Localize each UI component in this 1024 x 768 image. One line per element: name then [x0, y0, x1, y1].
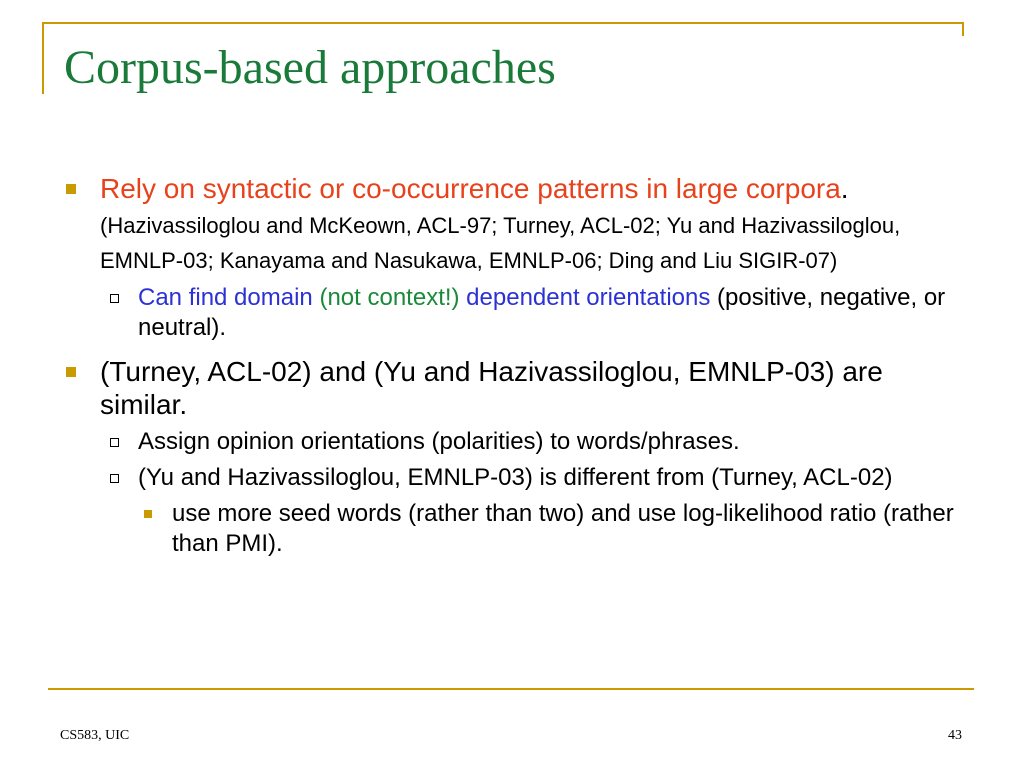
- bullet-2-sub-2-text: (Yu and Hazivassiloglou, EMNLP-03) is different from (Turney, ACL-02): [138, 464, 893, 491]
- frame-corner-tick: [962, 22, 964, 36]
- bullet-1-period: .: [840, 173, 849, 204]
- bullet-2-sub-1-text: Assign opinion orientations (polarities) to words/phrases.: [138, 428, 740, 455]
- slide-title: Corpus-based approaches: [64, 41, 556, 94]
- bullet-2-text: (Turney, ACL-02) and (Yu and Hazivassiloglou, EMNLP-03) are similar.: [100, 356, 883, 420]
- small-square-bullet-icon: [144, 510, 152, 518]
- footer-course: CS583, UIC: [60, 728, 130, 743]
- bullet-2-sub-1: [60, 427, 970, 457]
- bullet-2-sub-2: [60, 463, 970, 493]
- hollow-square-bullet-icon: [110, 294, 119, 303]
- bullet-square-icon: [66, 367, 76, 377]
- slide-content: [60, 172, 970, 559]
- bullet-1-sub-1: [60, 283, 970, 343]
- hollow-square-bullet-icon: [110, 474, 119, 483]
- bullet-2-sub-2-sub-1-text: use more seed words (rather than two) and use log-likelihood ratio (rather than PMI).: [172, 500, 954, 557]
- footer-rule: [48, 688, 974, 690]
- bullet-1-sub-1-part-2: (not context!): [319, 284, 460, 311]
- footer-page-number: 43: [948, 728, 962, 743]
- bullet-1-sub-1-part-4: (positive, negative, or neutral).: [138, 284, 946, 341]
- bullet-2: [60, 355, 970, 421]
- bullet-2-sub-2-sub-1: [60, 499, 970, 559]
- bullet-1-references: (Hazivassiloglou and McKeown, ACL-97; Turney, ACL-02; Yu and Hazivassiloglou, EMNLP-03; Kanayama and Nasukawa, EMNLP-06; Ding and Liu SIGIR-07): [100, 213, 901, 273]
- frame-horizontal-rule: [42, 22, 962, 24]
- frame-vertical-rule: [42, 22, 44, 94]
- bullet-1-sub-1-part-3: dependent orientations: [459, 284, 711, 311]
- bullet-1: [60, 172, 970, 277]
- bullet-1-main-text: Rely on syntactic or co-occurrence patterns in large corpora: [100, 173, 841, 204]
- bullet-1-sub-1-part-1: Can find domain: [138, 284, 320, 311]
- bullet-square-icon: [66, 184, 76, 194]
- hollow-square-bullet-icon: [110, 438, 119, 447]
